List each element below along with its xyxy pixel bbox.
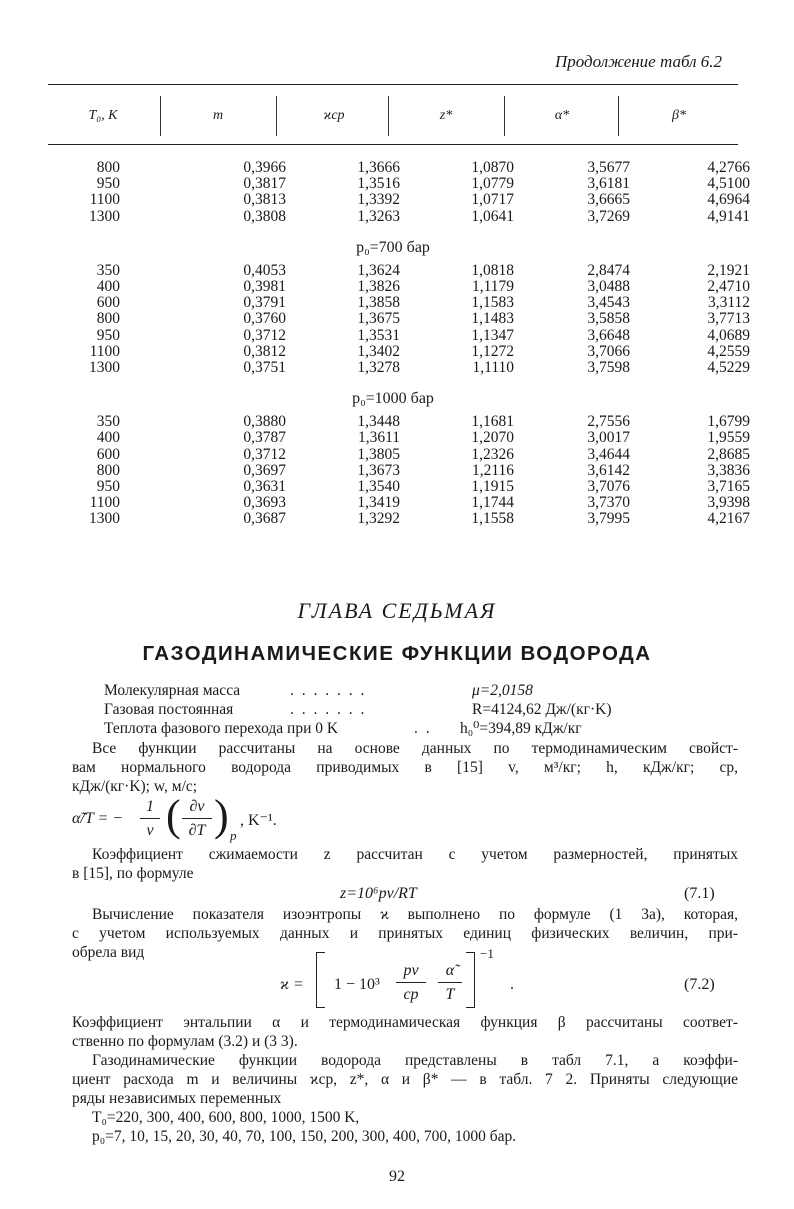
table-cell: 1,3540 — [357, 478, 400, 495]
table-cell: 950 — [96, 478, 120, 495]
table-cell: 4,2167 — [707, 510, 750, 528]
table-cell: 1,0779 — [471, 175, 514, 193]
table-cell: 1,3419 — [357, 494, 400, 512]
table-cell: 1,3392 — [357, 191, 400, 209]
table-cell: 1,3611 — [357, 429, 400, 447]
paragraph-line: Коэффициент сжимаемости z рассчитан с учетом размерностей, принятых — [92, 846, 738, 863]
table-cell: 0,3808 — [243, 207, 286, 225]
equation-number: (7.2) — [684, 976, 715, 993]
table-cell: 1,3858 — [357, 294, 400, 312]
table-cell: 1,3805 — [357, 445, 400, 463]
equation-lhs: ϰ = — [280, 976, 304, 993]
fraction-denominator: v — [146, 822, 154, 839]
table-cell: 0,3812 — [243, 342, 286, 360]
table-cell: 2,8474 — [587, 261, 630, 279]
header-alpha: α* — [554, 108, 570, 123]
paragraph-line: с учетом используемых данных и принятых единиц физических величин, при- — [72, 925, 738, 942]
table-cell: 1,1272 — [471, 342, 514, 360]
equation-lhs: α̃/T = − — [72, 810, 124, 827]
table-cell: 1,0870 — [471, 159, 514, 176]
table-cell: 1,1483 — [471, 310, 514, 328]
table-cell: 800 — [96, 461, 120, 479]
constant-name: Газовая постоянная — [104, 701, 234, 718]
table-cell: 4,2559 — [707, 342, 750, 360]
table-cell: 1100 — [89, 494, 120, 512]
table-cell: 3,7713 — [707, 310, 750, 328]
table-cell: 800 — [96, 310, 120, 328]
table-cell: 2,1921 — [707, 261, 750, 279]
paragraph-line: циент расхода m и величины ϰср, z*, α и β* — в табл. 7 2. Приняты следующие — [72, 1071, 738, 1088]
table-cell: 0,3712 — [243, 326, 286, 344]
table-cell: 4,5100 — [707, 175, 750, 193]
table-cell: 0,3760 — [243, 310, 286, 328]
equation-period: . — [510, 976, 514, 993]
table-cell: 1,0818 — [471, 261, 514, 279]
table-row — [48, 461, 750, 479]
table-cell: 1,3675 — [357, 310, 400, 328]
header-z: z* — [439, 108, 453, 123]
table-cell: 1,3263 — [357, 207, 400, 225]
pressure-subheading: p₀=1000 бар — [352, 390, 434, 408]
table-cell: 3,7598 — [587, 359, 630, 376]
table-cell: 950 — [96, 175, 120, 193]
table-cell: 1100 — [89, 342, 120, 360]
table-cell: 0,3791 — [243, 294, 286, 312]
fraction-denominator: T — [445, 986, 455, 1003]
equation-subscript: p — [230, 828, 237, 843]
constant-name: Теплота фазового перехода при 0 K — [104, 720, 339, 737]
table-cell: 0,3751 — [243, 359, 286, 376]
table-row — [48, 342, 750, 360]
table-cell: 4,6964 — [707, 191, 750, 209]
paragraph-line: вам нормального водорода приводимых в [15] v, м³/кг; h, кДж/кг; cp, — [72, 759, 738, 776]
table-cell: 400 — [96, 429, 120, 447]
table-row — [48, 413, 750, 431]
table-cell: 600 — [96, 294, 120, 312]
table-row — [48, 294, 750, 312]
table-cell: 3,0017 — [587, 429, 630, 447]
table-cell: 2,7556 — [587, 413, 630, 431]
table-cell: 800 — [96, 159, 120, 176]
table-cell: 1,2326 — [471, 445, 514, 463]
table-cell: 3,5858 — [587, 310, 630, 328]
table-row — [48, 429, 750, 447]
table-cell: 1,1110 — [472, 359, 514, 376]
paragraph-line: Газодинамические функции водорода представлены в табл 7.1, а коэффи- — [92, 1052, 738, 1069]
table-cell: 0,3697 — [243, 461, 286, 479]
table-cell: 3,6181 — [587, 175, 630, 193]
table-cell: 3,7370 — [587, 494, 630, 512]
table-row — [48, 359, 750, 376]
table-cell: 1,3673 — [357, 461, 400, 479]
table-row — [48, 445, 750, 463]
paragraph-line: T₀=220, 300, 400, 600, 800, 1000, 1500 K, — [92, 1109, 360, 1126]
table-cell: 0,3787 — [243, 429, 286, 447]
table-cell: 1,0641 — [471, 207, 514, 225]
fraction-bar — [140, 818, 160, 819]
table-header — [48, 96, 738, 136]
table-cell: 1,6799 — [707, 413, 750, 431]
equation-unit: , K⁻¹. — [240, 812, 277, 829]
table-cell: 3,7076 — [587, 478, 630, 495]
paragraph-line: обрела вид — [72, 944, 145, 961]
table-cell: 350 — [96, 413, 120, 431]
table-cell: 3,6665 — [587, 191, 630, 209]
table-cell: 0,4053 — [243, 261, 286, 279]
constant-value: h₀⁰=394,89 кДж/кг — [460, 720, 582, 737]
table-cell: 1,2070 — [471, 429, 514, 447]
constant-dots: . . . . . . . — [290, 682, 367, 699]
table-cell: 4,0689 — [707, 326, 750, 344]
constant-value: R=4124,62 Дж/(кг·K) — [472, 701, 612, 718]
table-cell: 350 — [96, 261, 120, 279]
table-cell: 1,3402 — [357, 342, 400, 360]
table-cell: 3,9398 — [707, 494, 750, 512]
equation-exponent: −1 — [480, 946, 494, 961]
table-cell: 3,4644 — [587, 445, 630, 463]
paragraph-line: Коэффициент энтальпии α и термодинамическая функция β рассчитаны соответ- — [72, 1014, 738, 1031]
header-m: m — [212, 108, 224, 123]
table-cell: 1,1558 — [471, 510, 514, 528]
fraction-numerator: 1 — [146, 798, 154, 815]
table-cell: 1,3624 — [357, 261, 400, 279]
table-cell: 2,4710 — [707, 278, 750, 295]
constant-dots: . . — [414, 720, 432, 737]
table-cell: 1,1347 — [471, 326, 514, 344]
table-row — [48, 326, 750, 344]
table-cell: 4,2766 — [707, 159, 750, 176]
table-cell: 1,1681 — [471, 413, 514, 431]
paragraph-line: Вычисление показателя изоэнтропы ϰ выполнено по формуле (1 3а), которая, — [92, 906, 738, 923]
paragraph-line: ряды независимых переменных — [72, 1090, 282, 1107]
table-row — [48, 207, 750, 225]
table-cell: 2,8685 — [707, 445, 750, 463]
equation-z: z=10⁶pv/RT — [340, 885, 417, 902]
fraction-denominator: ∂T — [188, 822, 206, 839]
table-row — [48, 478, 750, 495]
table-cell: 1,1179 — [471, 278, 514, 295]
header-separator — [504, 96, 505, 136]
table-cell: 0,3631 — [243, 478, 286, 495]
table-cell: 1,3516 — [357, 175, 400, 193]
paragraph-line: Все функции рассчитаны на основе данных по термодинамическим свойст- — [92, 740, 738, 757]
table-cell: 0,3880 — [243, 413, 286, 431]
table-cell: 0,3693 — [243, 494, 286, 512]
table-cell: 0,3813 — [243, 191, 286, 209]
table-cell: 3,7066 — [587, 342, 630, 360]
table-cell: 3,3836 — [707, 461, 750, 479]
table-row — [48, 278, 750, 295]
table-cell: 3,7995 — [587, 510, 630, 528]
table-cell: 0,3981 — [243, 278, 286, 295]
fraction-bar — [438, 982, 462, 983]
table-cell: 3,4543 — [587, 294, 630, 312]
table-row — [48, 310, 750, 328]
paragraph-line: в [15], по формуле — [72, 865, 194, 882]
header-separator — [276, 96, 277, 136]
fraction-bar — [396, 982, 426, 983]
table-cell: 1,3278 — [357, 359, 400, 376]
table-cell: 1,1915 — [471, 478, 514, 495]
bracket-right — [466, 952, 475, 1008]
table-row — [48, 191, 750, 209]
table-cell: 1,1583 — [471, 294, 514, 312]
table-cell: 1,9559 — [707, 429, 750, 447]
chapter-title: ГАЗОДИНАМИЧЕСКИЕ ФУНКЦИИ ВОДОРОДА — [142, 642, 652, 665]
table-cell: 0,3817 — [243, 175, 286, 193]
table-cell: 3,6142 — [587, 461, 630, 479]
table-cell: 3,7269 — [587, 207, 630, 225]
table-cell: 3,5677 — [587, 159, 630, 176]
paragraph-line: ственно по формулам (3.2) и (3 3). — [72, 1033, 298, 1050]
header-separator — [618, 96, 619, 136]
table-cell: 400 — [96, 278, 120, 295]
paren-right: ) — [214, 791, 229, 840]
header-t0: T₀, K — [88, 108, 118, 123]
paragraph-line: p₀=7, 10, 15, 20, 30, 40, 70, 100, 150, 200, 300, 400, 700, 1000 бар. — [92, 1128, 517, 1145]
table-cell: 3,3112 — [707, 294, 750, 312]
fraction-denominator: cp — [403, 986, 419, 1003]
table-cell: 1,0717 — [471, 191, 514, 209]
table-cell: 3,0488 — [587, 278, 630, 295]
table-top-rule — [48, 84, 738, 85]
table-cell: 1,3292 — [357, 510, 400, 528]
paren-left: ( — [166, 791, 181, 840]
table-cell: 1300 — [89, 207, 120, 225]
table-cell: 1,3448 — [357, 413, 400, 431]
table-cell: 1,2116 — [471, 461, 514, 479]
constant-value: μ=2,0158 — [472, 682, 533, 699]
table-continuation-caption: Продолжение табл 6.2 — [554, 52, 722, 71]
table-header-rule — [48, 144, 738, 145]
fraction-numerator: α̃ — [445, 962, 455, 979]
bracket-left — [316, 952, 325, 1008]
table-cell: 950 — [96, 326, 120, 344]
header-kappa: ϰср — [323, 108, 345, 123]
table-cell: 3,7165 — [707, 478, 750, 495]
table-cell: 0,3966 — [243, 159, 286, 176]
table-cell: 3,6648 — [587, 326, 630, 344]
equation-number: (7.1) — [684, 885, 715, 902]
table-cell: 1,1744 — [471, 494, 514, 512]
header-beta: β* — [672, 108, 686, 123]
table-cell: 0,3687 — [243, 510, 286, 528]
equation-body: 1 − 10³ — [334, 976, 380, 993]
table-cell: 600 — [96, 445, 120, 463]
table-row — [48, 510, 750, 528]
header-separator — [388, 96, 389, 136]
constant-name: Молекулярная масса — [104, 682, 241, 699]
table-cell: 1100 — [89, 191, 120, 209]
table-cell: 1,3666 — [357, 159, 400, 176]
paragraph-line: кДж/(кг·K); w, м/с; — [72, 778, 198, 795]
table-row — [48, 175, 750, 193]
fraction-bar — [182, 818, 212, 819]
fraction-numerator: ∂v — [189, 798, 205, 815]
table-cell: 1300 — [89, 510, 120, 528]
table-row — [48, 261, 750, 279]
constant-dots: . . . . . . . — [290, 701, 367, 718]
table-row — [48, 159, 750, 176]
table-cell: 1,3531 — [357, 326, 400, 344]
header-separator — [160, 96, 161, 136]
page-number: 92 — [389, 1168, 405, 1185]
table-cell: 4,5229 — [707, 359, 750, 376]
table-cell: 1300 — [89, 359, 120, 376]
table-cell: 4,9141 — [707, 207, 750, 225]
table-cell: 1,3826 — [357, 278, 400, 295]
table-row — [48, 494, 750, 512]
fraction-numerator: pv — [403, 962, 419, 979]
chapter-label: ГЛАВА СЕДЬМАЯ — [297, 598, 497, 623]
table-cell: 0,3712 — [243, 445, 286, 463]
pressure-subheading: p₀=700 бар — [356, 238, 430, 256]
